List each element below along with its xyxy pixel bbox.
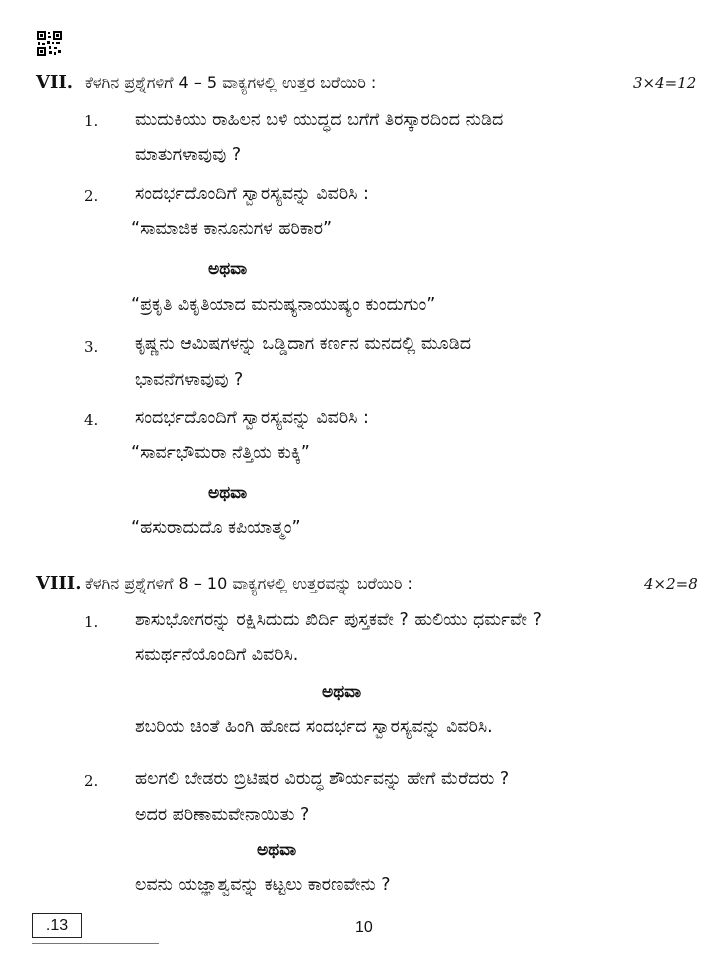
question-text: ಅದರ ಪರಿಣಾಮವೇನಾಯಿತು ?: [135, 805, 310, 825]
question-text: ಸಂದರ್ಭದೊಂದಿಗೆ ಸ್ವಾರಸ್ಯವನ್ನು ವಿವರಿಸಿ :: [135, 408, 369, 428]
question-number: 3.: [84, 338, 99, 356]
or-separator: ಅಥವಾ: [322, 682, 362, 702]
question-number: 2.: [84, 772, 99, 790]
section-7-marks: 3×4=12: [633, 74, 697, 92]
question-text: ಹಲಗಲಿ ಬೇಡರು ಬ್ರಿಟಿಷರ ವಿರುದ್ಧ ಶೌರ್ಯವನ್ನು ಹೇಗೆ ಮೆರೆದರು ?: [135, 769, 510, 789]
question-text: ಸಮರ್ಥನೆಯೊಂದಿಗೆ ವಿವರಿಸಿ.: [135, 645, 299, 665]
quote: “ಪ್ರಕೃತಿ ವಿಕೃತಿಯಾದ ಮನುಷ್ಯನಾಯುಷ್ಯಂ ಕುಂದುಗುಂ”: [131, 295, 436, 315]
or-separator: ಅಥವಾ: [208, 483, 248, 503]
question-number: 2.: [84, 187, 99, 205]
section-8-instruction: ಕೆಳಗಿನ ಪ್ರಶ್ನೆಗಳಿಗೆ 8 – 10 ವಾಕ್ಯಗಳಲ್ಲಿ ಉತ್ತರವನ್ನು ಬರೆಯಿರಿ :: [85, 574, 413, 593]
page-number: 10: [355, 919, 373, 936]
section-7-number: VII.: [36, 72, 74, 93]
question-number: 1.: [84, 112, 99, 130]
quote: “ಸಾಮಾಜಿಕ ಕಾನೂನುಗಳ ಹರಿಕಾರ”: [131, 219, 333, 239]
quote: “ಹಸುರಾದುದೊ ಕಪಿಯಾತ್ಮಂ”: [131, 518, 301, 538]
question-text: ಲವನು ಯಜ್ಞಾಶ್ವವನ್ನು ಕಟ್ಟಲು ಕಾರಣವೇನು ?: [135, 875, 391, 895]
qr-code-icon: [37, 31, 62, 56]
question-text: ಶಾಸುಭೋಗರನ್ನು ರಕ್ಷಿಸಿದುದು ಖಿರ್ದಿ ಪುಸ್ತಕವೇ ? ಹುಲಿಯು ಧರ್ಮವೇ ?: [135, 610, 542, 630]
section-7-instruction: ಕೆಳಗಿನ ಪ್ರಶ್ನೆಗಳಿಗೆ 4 – 5 ವಾಕ್ಯಗಳಲ್ಲಿ ಉತ್ತರ ಬರೆಯಿರಿ :: [85, 73, 377, 92]
question-text: ಸಂದರ್ಭದೊಂದಿಗೆ ಸ್ವಾರಸ್ಯವನ್ನು ವಿವರಿಸಿ :: [135, 184, 369, 204]
question-text: ಭಾವನೆಗಳಾವುವು ?: [135, 370, 244, 390]
question-text: ಶಬರಿಯ ಚಿಂತೆ ಹಿಂಗಿ ಹೋದ ಸಂದರ್ಭದ ಸ್ವಾರಸ್ಯವನ್ನು ವಿವರಿಸಿ.: [135, 717, 493, 737]
or-separator: ಅಥವಾ: [208, 259, 248, 279]
paper-code-box: .13: [32, 913, 82, 938]
section-8-marks: 4×2=8: [644, 575, 698, 593]
quote: “ಸಾರ್ವಭೌಮರಾ ನೆತ್ತಿಯ ಕುಕ್ಕಿ”: [131, 443, 310, 463]
question-number: 4.: [84, 411, 99, 429]
question-text: ಮಾತುಗಳಾವುವು ?: [135, 145, 242, 165]
question-number: 1.: [84, 613, 99, 631]
divider: [32, 943, 159, 944]
section-8-number: VIII.: [36, 573, 82, 594]
question-text: ಮುದುಕಿಯು ರಾಹಿಲನ ಬಳಿ ಯುದ್ಧದ ಬಗೆಗೆ ತಿರಸ್ಕಾರದಿಂದ ನುಡಿದ: [135, 110, 504, 130]
or-separator: ಅಥವಾ: [257, 840, 297, 860]
question-text: ಕೃಷ್ಣನು ಆಮಿಷಗಳನ್ನು ಒಡ್ಡಿದಾಗ ಕರ್ಣನ ಮನದಲ್ಲಿ ಮೂಡಿದ: [135, 334, 472, 354]
